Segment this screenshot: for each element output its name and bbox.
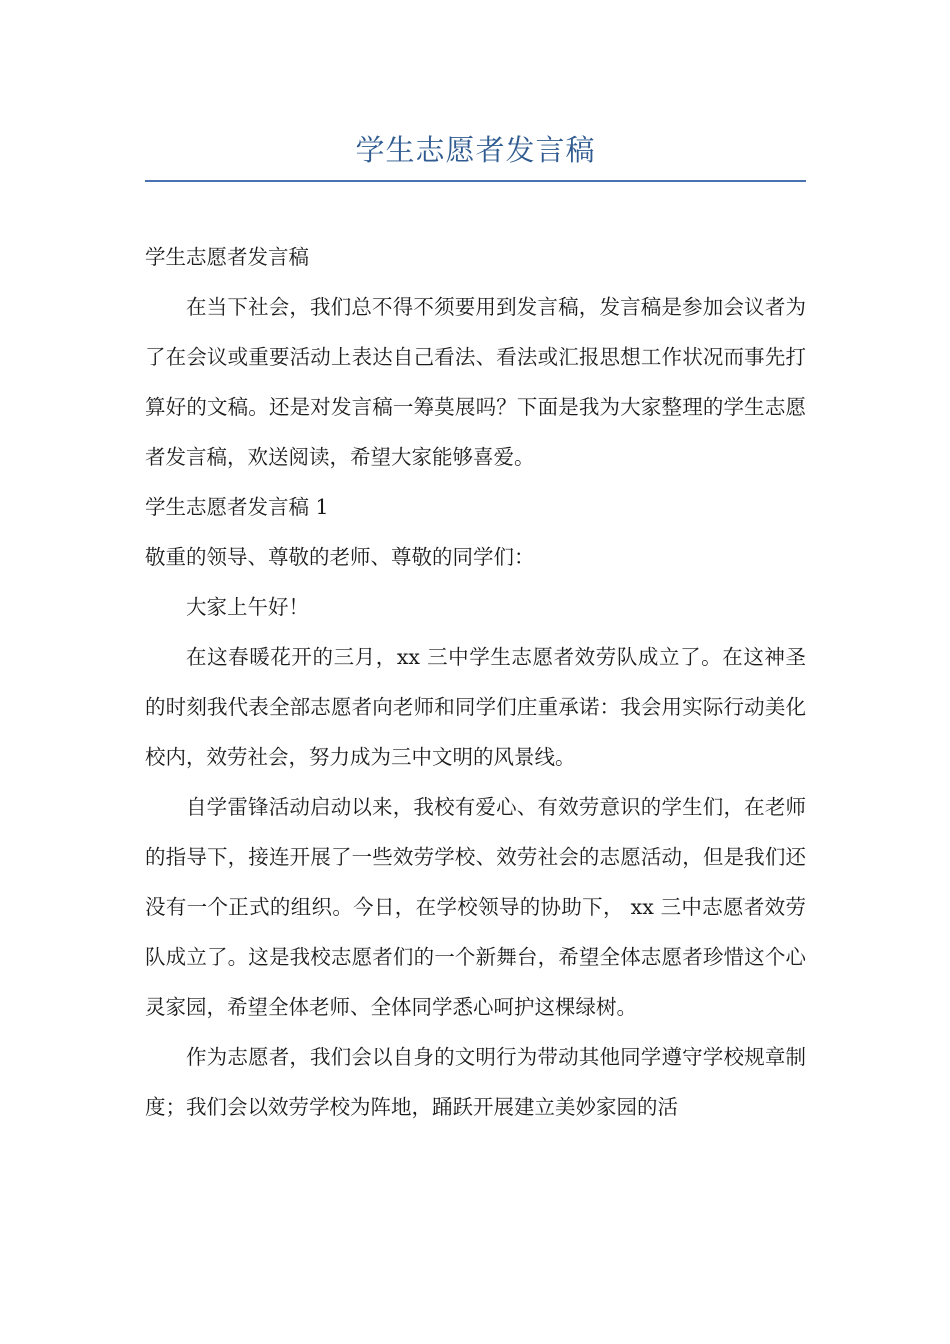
section-heading: 学生志愿者发言稿 — [145, 245, 309, 269]
body-paragraph: 作为志愿者，我们会以自身的文明行为带动其他同学遵守学校规章制度；我们会以效劳学校为阵地，踊跃开展建立美妙家园的活 — [145, 1045, 806, 1119]
document-body — [145, 232, 806, 1132]
section-heading: 学生志愿者发言稿 1 — [145, 495, 329, 519]
title-divider — [145, 180, 806, 182]
body-paragraph: 自学雷锋活动启动以来，我校有爱心、有效劳意识的学生们，在老师的指导下，接连开展了一些效劳学校、效劳社会的志愿活动，但是我们还没有一个正式的组织。今日，在学校领导的协助下， xx 三中志愿者效劳队成立了。这是我校志愿者们的一个新舞台，希望全体志愿者珍惜这个心灵家园，希望全体老师、全体同学悉心呵护这棵绿树。 — [145, 795, 806, 1019]
greeting: 大家上午好！ — [186, 595, 309, 619]
intro-paragraph: 在当下社会，我们总不得不须要用到发言稿，发言稿是参加会议者为了在会议或重要活动上表达自己看法、看法或汇报思想工作状况而事先打算好的文稿。还是对发言稿一筹莫展吗？下面是我为大家整理的学生志愿者发言稿，欢送阅读，希望大家能够喜爱。 — [145, 295, 806, 469]
document-title: 学生志愿者发言稿 — [355, 133, 596, 167]
body-paragraph: 在这春暖花开的三月，xx 三中学生志愿者效劳队成立了。在这神圣的时刻我代表全部志愿者向老师和同学们庄重承诺：我会用实际行动美化校内，效劳社会，努力成为三中文明的风景线。 — [145, 645, 806, 769]
salutation: 敬重的领导、尊敬的老师、尊敬的同学们： — [145, 545, 535, 569]
